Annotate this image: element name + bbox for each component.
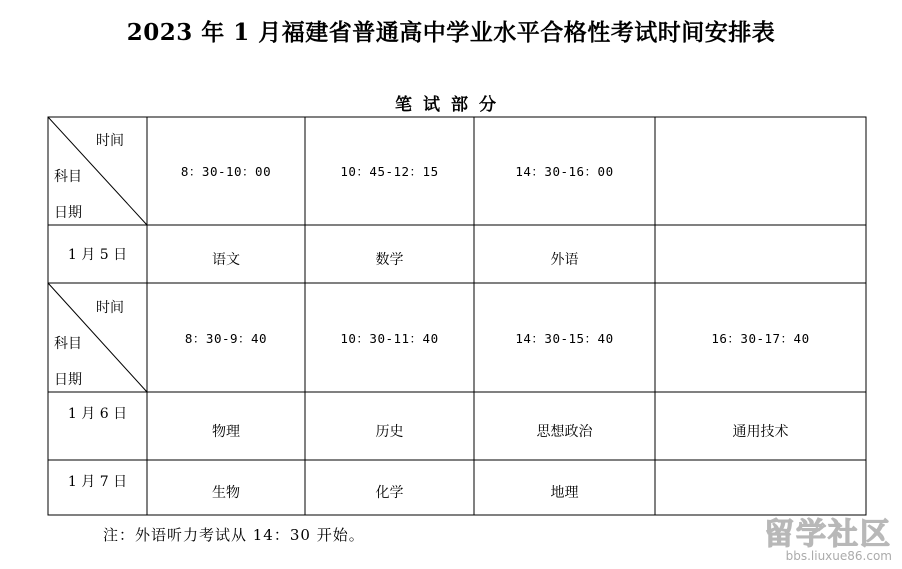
subject-cell: 化学 bbox=[375, 485, 404, 501]
section-title: 笔试部分 bbox=[395, 95, 507, 115]
subject-cell: 思想政治 bbox=[536, 424, 593, 440]
watermark-logo: 留学社区 bbox=[764, 517, 892, 552]
subject-cell: 通用技术 bbox=[732, 424, 789, 440]
time-slot: 8：30-9：40 bbox=[184, 330, 268, 346]
subject-cell: 语文 bbox=[212, 252, 240, 268]
watermark bbox=[764, 509, 892, 563]
subject-cell: 地理 bbox=[550, 485, 579, 501]
time-slot: 10：30-11：40 bbox=[340, 330, 439, 346]
time-slot: 10：45-12：15 bbox=[340, 164, 439, 179]
date-cell: 1 月 6 日 bbox=[67, 406, 128, 422]
subject-cell bbox=[655, 235, 866, 283]
subject-cell: 历史 bbox=[375, 424, 404, 440]
header-subject-label: 科目 bbox=[54, 336, 82, 352]
footnote: 注：外语听力考试从 14：30 开始。 bbox=[103, 526, 365, 544]
header-time-label: 时间 bbox=[96, 133, 124, 149]
time-slot: 14：30-15：40 bbox=[515, 330, 614, 346]
date-cell: 1 月 5 日 bbox=[67, 247, 128, 263]
date-cell: 1 月 7 日 bbox=[67, 474, 128, 490]
time-slot: 8：30-10：00 bbox=[180, 164, 272, 179]
watermark-url: bbs.liuxue86.com bbox=[785, 549, 892, 563]
header-subject-label: 科目 bbox=[54, 169, 82, 185]
subject-cell bbox=[655, 474, 866, 510]
header-date-label: 日期 bbox=[54, 372, 82, 388]
subject-cell: 生物 bbox=[212, 485, 240, 501]
subject-cell: 数学 bbox=[375, 252, 404, 268]
header-time-label: 时间 bbox=[96, 300, 124, 316]
subject-cell: 物理 bbox=[212, 424, 240, 440]
time-slot: 14：30-16：00 bbox=[515, 164, 614, 179]
subject-cell: 外语 bbox=[550, 252, 579, 268]
time-slot bbox=[655, 117, 866, 225]
page-title: 2023 年 1 月福建省普通高中学业水平合格性考试时间安排表 bbox=[126, 19, 776, 46]
time-slot: 16：30-17：40 bbox=[711, 330, 810, 346]
header-date-label: 日期 bbox=[54, 205, 82, 221]
